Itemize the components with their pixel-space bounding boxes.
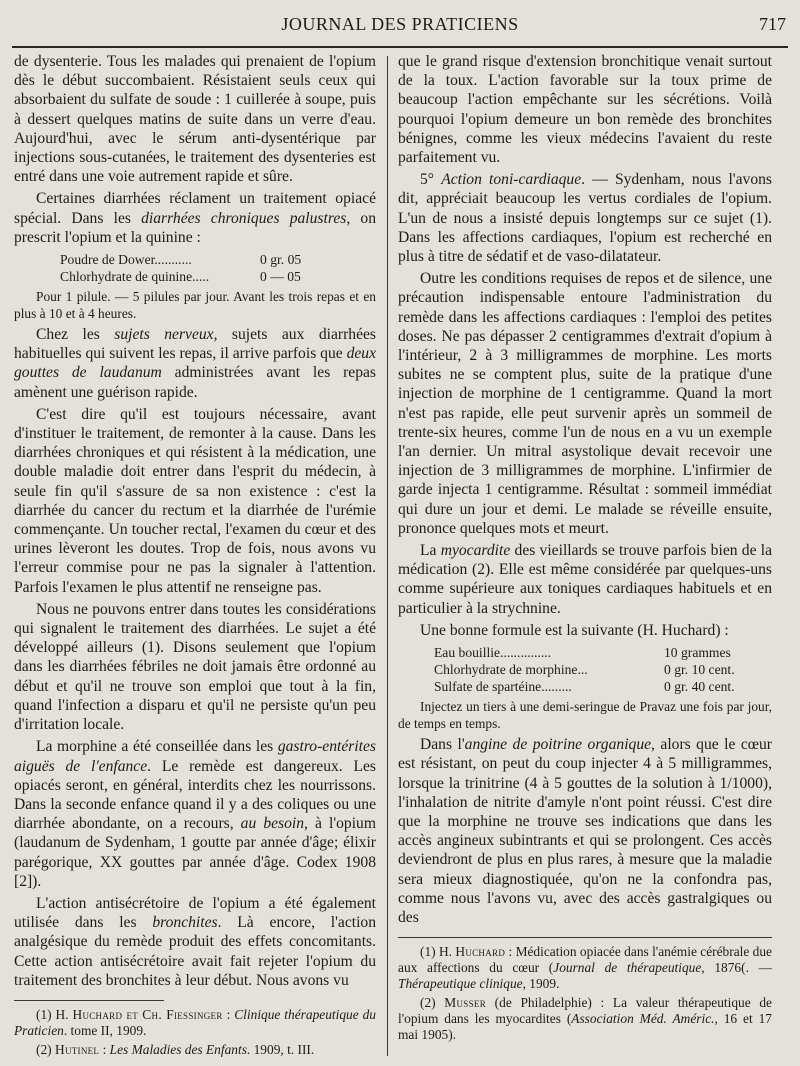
formula-row (14, 251, 376, 268)
footnote-work-title: Clinique thérapeutique du Praticien (14, 1006, 376, 1038)
text-run: : (99, 1041, 110, 1057)
ingredient-dose: 0 gr. 40 cent. (664, 679, 735, 695)
journal-title: JOURNAL DES PRATICIENS (281, 14, 519, 34)
text-run: , sujets aux diarrhées habituelles qui suivent les repas, il arrive parfois que (14, 326, 376, 363)
running-header (0, 12, 800, 44)
footnote-2 (398, 995, 772, 1043)
footnote-rule (398, 937, 772, 938)
header-rule (12, 46, 788, 48)
emphasis: sujets nerveux (114, 326, 214, 344)
ingredient-dose: 0 gr. 10 cent. (664, 662, 735, 678)
prescription-formula (398, 644, 772, 695)
emphasis: au besoin (240, 815, 305, 833)
paragraph (398, 170, 772, 266)
prescription-formula (14, 251, 376, 285)
formula-row (14, 268, 376, 285)
ingredient-name: Sulfate de spartéine......... (434, 679, 572, 695)
text-run: (1) H. (36, 1006, 73, 1022)
text-run: (2) (36, 1041, 55, 1057)
text-run: , 1909. (522, 976, 560, 992)
footnote-author: Huchard (455, 944, 506, 960)
paragraph (14, 325, 376, 402)
paragraph (14, 189, 376, 247)
footnote-rule (14, 1000, 164, 1001)
text-run: , alors que le cœur est résistant, on peut du coup injecter 4 à 5 milligrammes, lorsque la trinitrine (4 à 5 gouttes de la solution à 1/1000), l'inhalation de nitrite d'amyle n'ont point réussi. C'est dire que la morphine ne trouve ses indications que dans les accès angineux subintrants et qui se prolongent. Ces accès deviendront de plus en plus rares, à mesure que la maladie sera mieux diagnostiquée, qu'on ne la confondra pas, comme nous l'avons vu, avec des accès gastralgiques ou des (398, 736, 772, 926)
text-run: (2) (420, 995, 445, 1011)
footnote-author: Hutinel (54, 1041, 100, 1057)
section-heading: Action toni-cardiaque (441, 171, 582, 189)
text-run: , 1876(. — (701, 960, 772, 976)
text-run: Dans l' (420, 736, 465, 754)
ingredient-name: Chlorhydrate de quinine..... (60, 269, 210, 285)
emphasis: angine de poitrine organique (464, 736, 652, 754)
text-run: 5° (420, 171, 442, 189)
footnote-2 (14, 1042, 376, 1058)
text-run: (1) H. (420, 944, 456, 960)
paragraph (14, 894, 376, 990)
right-column (398, 52, 772, 1046)
text-run: administrées avant les repas amènent une guérison rapide. (14, 364, 376, 401)
text-run: , à l'opium (laudanum de Sydenham, 1 goutte par année d'âge; élixir parégorique, XX gouttes par année d'âge. Codex 1908 [2]). (14, 815, 376, 890)
emphasis: gastro-entérites aiguës de l'enfance (14, 738, 376, 775)
text-run: La (420, 542, 441, 560)
emphasis: myocardite (440, 542, 511, 560)
footnote-work-title: Les Maladies des Enfants (109, 1041, 247, 1057)
paragraph: C'est dire qu'il est toujours nécessaire, avant d'instituer le traitement, de remonter à la cause. Dans les diarrhées chroniques et qui résistent à la médication, une double maladie doit entrer dans l'esprit du médecin, à seule fin qu'il s'assure de sa non existence : c'est la diarrhée du cancer du rectum et la diarrhée de l'urémie commençante. Un toucher rectal, l'examen du cœur et des urines lèveront les doutes. Trop de fois, nous avons vu l'erreur commise pour ne pas la signaler à l'attention. Parfois l'examen le plus attentif ne renseigne pas. (14, 405, 376, 596)
paragraph: Outre les conditions requises de repos et de silence, une précaution indispensable entoure l'administration du remède dans les affections cardiaques : l'emploi des petites doses. Ne pas dépasser 2 centigrammes d'extrait d'opium à l'intérieur, 2 à 3 milligrammes de morphine. Les morts subites ne se comptent plus, suite de la pratique d'une injection de morphine de 1 centigramme. Quand la mort n'est pas rapide, elle peut survenir après un sommeil de trente-six heures, comme l'un de nous en a vu un exemple l'an dernier. Un mitral asystolique devait recevoir une injection de 3 milligrammes de morphine. L'infirmier de garde injecta 1 centigramme. Résultat : sommeil immédiat qui dure un jour et demi. Le malade se réveille ensuite, prononce quelques mots et meurt. (398, 270, 772, 537)
paragraph: de dysenterie. Tous les malades qui prenaient de l'opium dès le début succombaient. Résistaient seuls ceux qui absorbaient du sulfate de soude : 1 cuillerée à soupe, puis à dessert quelques matins de suite dans un verre d'eau. Aujourd'hui, avec le sérum anti-dysentérique par injections sous-cutanées, le traitement des dysenteries est entré dans une voie autrement rapide et sûre. (14, 53, 376, 186)
formula-row (398, 644, 772, 661)
text-run: , 16 et 17 mai 1905). (398, 1011, 772, 1043)
text-run: . — Sydenham, nous l'avons dit, appréciait beaucoup les vertus cordiales de l'opium. L'un de nous a insisté depuis longtemps sur ce sujet (1). Dans les affections cardiaques, l'opium est recherché en plus à titre de sédatif et de vaso-dilatateur. (398, 171, 772, 266)
ingredient-dose: 10 grammes (664, 645, 731, 661)
paragraph (14, 737, 376, 891)
ingredient-name: Eau bouillie............... (434, 645, 552, 661)
page-number: 717 (759, 14, 786, 34)
paragraph: que le grand risque d'extension bronchitique venait surtout de la toux. L'action favorable sur la toux prime de beaucoup l'action empêchante sur les sécrétions. Voilà pourquoi l'opium demeure un bon remède des bronchites bénignes, comme les vieux médecins l'avaient du reste parfaitement vu. (398, 53, 772, 167)
paragraph: Une bonne formule est la suivante (H. Huchard) : (420, 621, 729, 639)
ingredient-dose: 0 — 05 (260, 269, 301, 285)
text-run: : (222, 1006, 235, 1022)
text-run: des vieillards se trouve parfois bien de la médication (2). Elle est même considérée par quelques-uns comme supérieure aux toniques cardiaques habituels et en particulier à la strychnine. (398, 542, 772, 617)
emphasis: diarrhées chroniques palustres (141, 209, 347, 227)
text-run: : Médication opiacée dans l'anémie cérébrale due aux affections du cœur ( (398, 944, 772, 976)
text-run: Chez les (36, 326, 115, 344)
column-divider (387, 56, 388, 1056)
text-run: , on prescrit l'opium et la quinine : (14, 209, 376, 246)
text-run: . Le remède est dangereux. Les opiacés seront, en général, interdits chez les nourrissons. Dans la seconde enfance quand il y a des coliques ou une diarrhée abondante, on a recours, (14, 757, 376, 833)
text-run: (de Philadelphie) : La valeur thérapeutique de l'opium dans les myocardites ( (398, 995, 772, 1027)
formula-row (398, 661, 772, 678)
emphasis: deux gouttes de laudanum (14, 345, 377, 382)
left-column (14, 52, 376, 1061)
ingredient-name: Chlorhydrate de morphine... (434, 662, 588, 678)
formula-instructions: Pour 1 pilule. — 5 pilules par jour. Avant les trois repas et en plus à 10 et à 4 heures. (14, 289, 376, 322)
formula-row (398, 678, 772, 695)
ingredient-name: Poudre de Dower........... (60, 252, 192, 268)
text-run: . tome II, 1909. (63, 1022, 147, 1038)
text-run: L'action antisécrétoire de l'opium a été également utilisée dans les (14, 894, 376, 932)
footnote-work-title: Thérapeutique clinique (398, 976, 523, 992)
footnote-work-title: Journal de thérapeutique (553, 960, 702, 976)
text-run: . 1909, t. III. (246, 1041, 315, 1057)
footnote-1 (398, 944, 772, 992)
text-run: La morphine a été conseillée dans les (36, 738, 278, 756)
text-run: Certaines diarrhées réclament un traitement opiacé spécial. Dans les (14, 190, 376, 227)
footnote-work-title: Association Méd. Améric. (571, 1011, 715, 1027)
paragraph: Nous ne pouvons entrer dans toutes les considérations qui signalent le traitement des diarrhées. Le sujet a été développé ailleurs (1). Disons seulement que l'opium dans les diarrhées fébriles ne doit jamais être ordonné au début et qu'il ne trouve son emploi que tout à la fin, quand l'infection a disparu et qu'il ne persiste qu'un peu d'irritation locale. (14, 600, 376, 734)
footnote-author: Huchard et Ch. Fiessinger (72, 1006, 223, 1022)
paragraph (398, 735, 772, 927)
ingredient-dose: 0 gr. 05 (260, 252, 302, 268)
text-run: . Là encore, l'action analgésique du remède produit des effets concomitants. Cette action antisécrétoire avait fait rejeter l'opium du traitement des bronchites à leur début. Nous avons vu (14, 914, 377, 989)
paragraph (398, 541, 772, 618)
emphasis: bronchites (152, 914, 218, 932)
footnote-author: Musser (444, 995, 487, 1011)
formula-instructions: Injectez un tiers à une demi-seringue de Pravaz une fois par jour, de temps en temps. (398, 699, 772, 732)
footnote-1 (14, 1007, 376, 1039)
